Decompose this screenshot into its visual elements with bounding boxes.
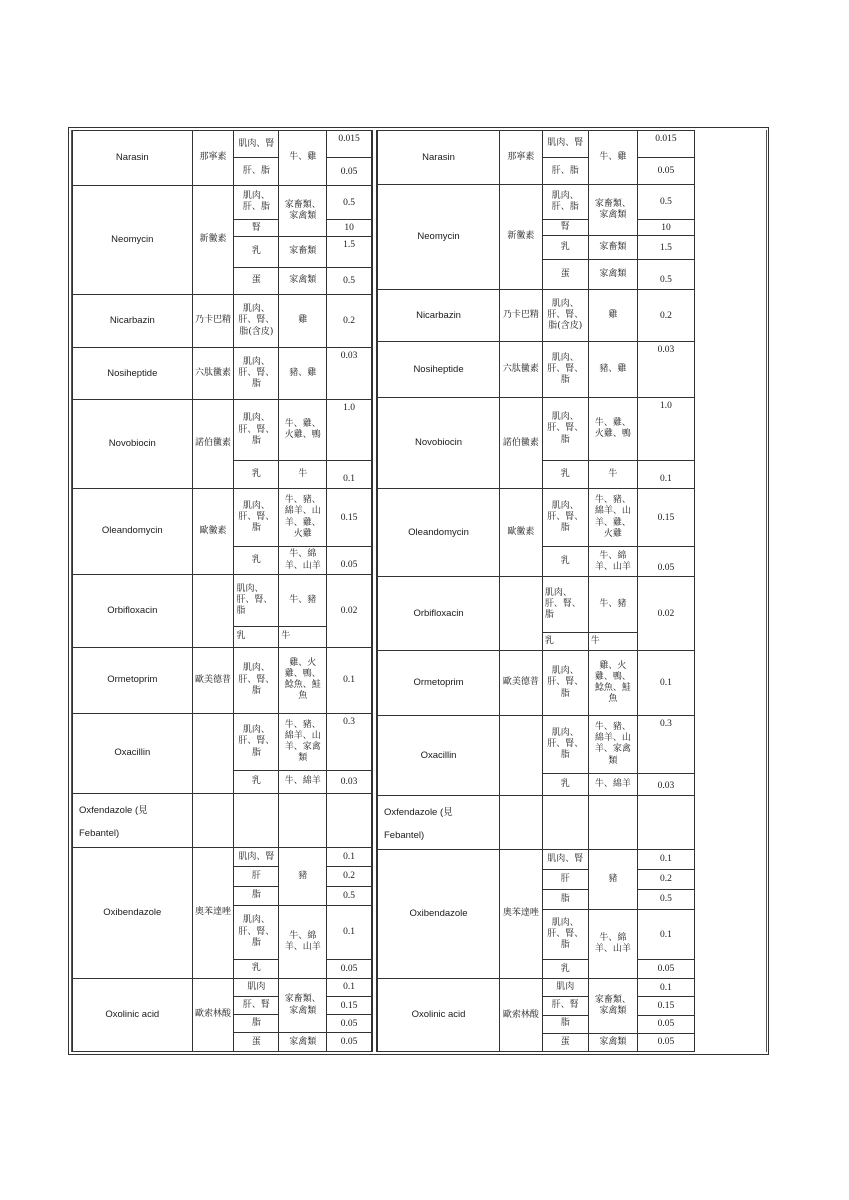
- drug-name-en: Novobiocin: [73, 400, 193, 488]
- species-cell: 家禽類: [279, 267, 327, 294]
- limit-cell: 0.2: [637, 289, 694, 341]
- species-cell: 豬、雞: [588, 342, 637, 398]
- drug-name-en: Oxacillin: [73, 713, 193, 793]
- limit-cell: 0.1: [327, 905, 372, 959]
- drug-name-cn: [192, 793, 234, 847]
- species-cell: 牛、豬、綿羊、山羊、家禽類: [588, 716, 637, 773]
- species-cell: 牛、豬、綿羊、山羊、雞、火雞: [279, 488, 327, 547]
- limit-cell: 0.015: [327, 131, 372, 158]
- table-row: [73, 347, 372, 400]
- residue-limit-table-left: [72, 130, 372, 1052]
- species-cell: 家畜類: [279, 237, 327, 267]
- tissue-cell: 蛋: [542, 259, 588, 289]
- tissue-cell: 乳: [234, 627, 279, 647]
- species-cell: 家禽類: [588, 259, 637, 289]
- tissue-cell: 肌肉、腎: [542, 131, 588, 158]
- limit-cell: 0.05: [637, 547, 694, 577]
- drug-name-cn: 歐美德普: [500, 650, 543, 715]
- drug-name-cn: 六肽黴素: [192, 347, 234, 400]
- drug-name-en: Oxolinic acid: [73, 978, 193, 1051]
- species-cell: 牛: [588, 632, 637, 650]
- limit-cell: 0.1: [637, 650, 694, 715]
- species-cell: 牛、豬: [588, 577, 637, 632]
- tissue-cell: 乳: [542, 960, 588, 979]
- species-cell: 牛、綿羊、山羊: [588, 547, 637, 577]
- species-cell: 家畜類、家禽類: [588, 979, 637, 1033]
- species-cell: 牛、綿羊、山羊: [588, 909, 637, 978]
- limit-cell: 0.3: [637, 716, 694, 773]
- species-cell: 雞、火雞、鴨、鯰魚、鮭魚: [588, 650, 637, 715]
- limit-cell: 0.02: [637, 577, 694, 650]
- drug-name-en: Novobiocin: [378, 398, 500, 489]
- table-row: [378, 185, 695, 219]
- species-cell: 豬、雞: [279, 347, 327, 400]
- limit-cell: 0.05: [327, 1033, 372, 1052]
- limit-cell: 0.5: [327, 267, 372, 294]
- tissue-cell: 肌肉、肝、腎、脂(含皮): [234, 295, 279, 348]
- drug-name-en: Narasin: [378, 131, 500, 185]
- species-cell: 牛、豬、綿羊、山羊、雞、火雞: [588, 488, 637, 546]
- species-cell: 牛、豬: [279, 574, 327, 627]
- limit-cell: 0.2: [637, 869, 694, 889]
- species-cell: 牛、綿羊、山羊: [279, 905, 327, 978]
- drug-name-en: Neomycin: [73, 185, 193, 294]
- table-row: [378, 342, 695, 398]
- species-cell: [588, 795, 637, 849]
- species-cell: 雞、火雞、鴨、鯰魚、鮭魚: [279, 647, 327, 713]
- tissue-cell: 肌肉、肝、腎、脂: [542, 909, 588, 959]
- limit-cell: 0.1: [327, 461, 372, 488]
- drug-name-en: Nosiheptide: [73, 347, 193, 400]
- drug-name-en: Narasin: [73, 131, 193, 186]
- tissue-cell: 乳: [542, 547, 588, 577]
- tissue-cell: 肌肉、肝、腎、脂: [234, 647, 279, 713]
- limit-cell: 0.03: [637, 773, 694, 795]
- table-row: [378, 979, 695, 997]
- tissue-cell: 乳: [542, 460, 588, 488]
- drug-name-en: Orbifloxacin: [73, 574, 193, 647]
- frame-inner-line: [766, 130, 767, 1052]
- tissue-cell: 肌肉: [234, 978, 279, 996]
- limit-cell: 1.5: [327, 237, 372, 267]
- tissue-cell: 肌肉、肝、腎、脂: [542, 650, 588, 715]
- tissue-cell: 肌肉、肝、腎、脂: [542, 398, 588, 460]
- species-cell: 牛、綿羊: [588, 773, 637, 795]
- tissue-cell: 肌肉、肝、脂: [234, 185, 279, 219]
- species-cell: [279, 793, 327, 847]
- tissue-cell: 肌肉、肝、腎、脂: [234, 713, 279, 771]
- tissue-cell: [542, 795, 588, 849]
- drug-name-cn: 歐美德普: [192, 647, 234, 713]
- drug-name-cn: 歐索林酸: [192, 978, 234, 1051]
- tissue-cell: 乳: [542, 773, 588, 795]
- table-row: [378, 795, 695, 849]
- tissue-cell: 肌肉、肝、腎、脂: [234, 574, 279, 627]
- tissue-cell: 肝、脂: [542, 158, 588, 185]
- drug-name-cn: [500, 795, 543, 849]
- drug-name-en: Ormetoprim: [378, 650, 500, 715]
- table-row: [73, 978, 372, 996]
- drug-name-en: Oxacillin: [378, 716, 500, 795]
- drug-name-cn: 新黴素: [500, 185, 543, 289]
- drug-name-cn: 乃卡巴精: [500, 289, 543, 341]
- species-cell: 牛、雞、火雞、鴨: [588, 398, 637, 460]
- drug-name-en: Oleandomycin: [73, 488, 193, 574]
- species-cell: 豬: [279, 848, 327, 906]
- limit-cell: 0.1: [637, 979, 694, 997]
- limit-cell: 0.5: [637, 889, 694, 909]
- drug-name-en: Neomycin: [378, 185, 500, 289]
- table-row: [378, 289, 695, 341]
- species-cell: 牛、雞、火雞、鴨: [279, 400, 327, 461]
- drug-name-cn: [500, 716, 543, 795]
- limit-cell: 0.05: [637, 1033, 694, 1051]
- tissue-cell: 脂: [234, 886, 279, 905]
- tissue-cell: 肌肉、肝、腎、脂: [234, 347, 279, 400]
- limit-cell: 10: [637, 219, 694, 236]
- limit-cell: 10: [327, 220, 372, 237]
- table-row: [73, 295, 372, 348]
- drug-name-cn: 諾伯黴素: [192, 400, 234, 488]
- tissue-cell: 乳: [234, 547, 279, 574]
- drug-name-en-line: Oxfendazole (見: [384, 806, 453, 818]
- drug-name-cn: 歐黴素: [500, 488, 543, 577]
- tissue-cell: 腎: [542, 219, 588, 236]
- tissue-cell: 肌肉、肝、脂: [542, 185, 588, 219]
- tissue-cell: 肌肉、腎: [234, 131, 279, 158]
- limit-cell: 0.1: [327, 978, 372, 996]
- drug-name-en-line: Febantel): [384, 829, 425, 841]
- table-row: [378, 131, 695, 158]
- tissue-cell: 肝: [542, 869, 588, 889]
- table-row: [378, 577, 695, 632]
- limit-cell: 0.2: [327, 295, 372, 348]
- species-cell: 家畜類、家禽類: [279, 978, 327, 1033]
- limit-cell: 0.1: [327, 848, 372, 867]
- tissue-cell: 肝: [234, 867, 279, 886]
- limit-cell: 0.2: [327, 867, 372, 886]
- drug-name-en: Nicarbazin: [378, 289, 500, 341]
- drug-name-cn: 那寧素: [192, 131, 234, 186]
- drug-name-en-line: Febantel): [79, 827, 120, 839]
- drug-name-en: [378, 795, 500, 849]
- limit-cell: 0.15: [327, 488, 372, 547]
- limit-cell: 0.15: [637, 488, 694, 546]
- limit-cell: 0.05: [637, 960, 694, 979]
- limit-cell: 0.5: [637, 185, 694, 219]
- tissue-cell: 乳: [234, 771, 279, 793]
- tissue-cell: 蛋: [542, 1033, 588, 1051]
- limit-cell: 0.05: [327, 959, 372, 978]
- table-row: [378, 849, 695, 869]
- tissue-cell: 蛋: [234, 267, 279, 294]
- limit-cell: 0.5: [637, 259, 694, 289]
- drug-name-en-line: Oxfendazole (見: [79, 804, 148, 816]
- drug-name-cn: 新黴素: [192, 185, 234, 294]
- tissue-cell: 乳: [542, 632, 588, 650]
- limit-cell: 0.05: [327, 547, 372, 574]
- tissue-cell: [234, 793, 279, 847]
- tissue-cell: 肝、腎: [234, 997, 279, 1015]
- limit-cell: 0.1: [637, 909, 694, 959]
- table-row: [378, 716, 695, 773]
- species-cell: 牛、綿羊、山羊: [279, 547, 327, 574]
- drug-name-cn: 奧苯達唑: [192, 848, 234, 979]
- limit-cell: 0.015: [637, 131, 694, 158]
- drug-name-cn: 那寧素: [500, 131, 543, 185]
- table-row: [73, 488, 372, 547]
- tissue-cell: 肌肉、肝、腎、脂(含皮): [542, 289, 588, 341]
- drug-name-cn: 乃卡巴精: [192, 295, 234, 348]
- drug-name-en: Orbifloxacin: [378, 577, 500, 650]
- species-cell: 牛: [279, 461, 327, 488]
- drug-name-cn: 諾伯黴素: [500, 398, 543, 489]
- tissue-cell: 肌肉、肝、腎、脂: [542, 577, 588, 632]
- limit-cell: 0.05: [327, 158, 372, 185]
- drug-name-cn: [500, 577, 543, 650]
- limit-cell: 0.15: [637, 997, 694, 1015]
- tissue-cell: 肌肉、肝、腎、脂: [542, 488, 588, 546]
- table-row: [73, 400, 372, 461]
- limit-cell: 0.5: [327, 886, 372, 905]
- table-row: [73, 131, 372, 158]
- drug-name-cn: 奧苯達唑: [500, 849, 543, 979]
- limit-cell: 0.03: [327, 347, 372, 400]
- tissue-cell: 肌肉、肝、腎、脂: [234, 488, 279, 547]
- tissue-cell: 乳: [234, 237, 279, 267]
- drug-name-en: Oxibendazole: [73, 848, 193, 979]
- limit-cell: [327, 793, 372, 847]
- tissue-cell: 乳: [234, 461, 279, 488]
- tissue-cell: 肝、腎: [542, 997, 588, 1015]
- tissue-cell: 肌肉、肝、腎、脂: [542, 342, 588, 398]
- species-cell: 家禽類: [588, 1033, 637, 1051]
- drug-name-en: Ormetoprim: [73, 647, 193, 713]
- table-row: [73, 574, 372, 627]
- species-cell: 雞: [279, 295, 327, 348]
- limit-cell: 0.3: [327, 713, 372, 771]
- tissue-cell: 脂: [542, 889, 588, 909]
- tissue-cell: 肌肉、肝、腎、脂: [234, 400, 279, 461]
- species-cell: 家禽類: [279, 1033, 327, 1052]
- right-table-column: [377, 130, 695, 1052]
- species-cell: 牛、豬、綿羊、山羊、家禽類: [279, 713, 327, 771]
- drug-name-cn: 歐索林酸: [500, 979, 543, 1052]
- table-row: [73, 185, 372, 219]
- limit-cell: [637, 795, 694, 849]
- drug-name-cn: 六肽黴素: [500, 342, 543, 398]
- tissue-cell: 腎: [234, 220, 279, 237]
- tissue-cell: 脂: [234, 1015, 279, 1033]
- table-row: [378, 398, 695, 460]
- drug-name-cn: [192, 574, 234, 647]
- tissue-cell: 肌肉、腎: [234, 848, 279, 867]
- species-cell: 牛、綿羊: [279, 771, 327, 793]
- table-row: [73, 793, 372, 847]
- limit-cell: 0.15: [327, 997, 372, 1015]
- species-cell: 家畜類、家禽類: [588, 185, 637, 236]
- tissue-cell: 肌肉: [542, 979, 588, 997]
- limit-cell: 0.02: [327, 574, 372, 647]
- tissue-cell: 肝、脂: [234, 158, 279, 185]
- limit-cell: 0.5: [327, 185, 372, 219]
- limit-cell: 0.1: [637, 460, 694, 488]
- limit-cell: 0.1: [327, 647, 372, 713]
- tissue-cell: 脂: [542, 1015, 588, 1033]
- limit-cell: 0.05: [637, 1015, 694, 1033]
- species-cell: 牛、雞: [279, 131, 327, 186]
- species-cell: 牛: [588, 460, 637, 488]
- limit-cell: 1.5: [637, 236, 694, 259]
- drug-name-en: Nicarbazin: [73, 295, 193, 348]
- limit-cell: 1.0: [637, 398, 694, 460]
- drug-name-cn: [192, 713, 234, 793]
- tissue-cell: 乳: [234, 959, 279, 978]
- limit-cell: 0.03: [327, 771, 372, 793]
- drug-name-en: Nosiheptide: [378, 342, 500, 398]
- species-cell: 家畜類、家禽類: [279, 185, 327, 237]
- species-cell: 牛: [279, 627, 327, 647]
- tissue-cell: 肌肉、腎: [542, 849, 588, 869]
- residue-limit-table-right: [377, 130, 695, 1052]
- species-cell: 豬: [588, 849, 637, 909]
- drug-name-en: Oxolinic acid: [378, 979, 500, 1052]
- limit-cell: 0.05: [637, 158, 694, 185]
- species-cell: 雞: [588, 289, 637, 341]
- drug-name-cn: 歐黴素: [192, 488, 234, 574]
- left-table-column: [72, 130, 372, 1052]
- species-cell: 牛、雞: [588, 131, 637, 185]
- table-row: [73, 647, 372, 713]
- table-row: [378, 488, 695, 546]
- limit-cell: 0.05: [327, 1015, 372, 1033]
- limit-cell: 1.0: [327, 400, 372, 461]
- table-row: [73, 713, 372, 771]
- table-row: [73, 848, 372, 867]
- species-cell: 家畜類: [588, 236, 637, 259]
- tissue-cell: 肌肉、肝、腎、脂: [234, 905, 279, 959]
- tissue-cell: 蛋: [234, 1033, 279, 1052]
- limit-cell: 0.1: [637, 849, 694, 869]
- drug-name-en: [73, 793, 193, 847]
- limit-cell: 0.03: [637, 342, 694, 398]
- table-row: [378, 650, 695, 715]
- tissue-cell: 肌肉、肝、腎、脂: [542, 716, 588, 773]
- drug-name-en: Oleandomycin: [378, 488, 500, 577]
- drug-name-en: Oxibendazole: [378, 849, 500, 979]
- tissue-cell: 乳: [542, 236, 588, 259]
